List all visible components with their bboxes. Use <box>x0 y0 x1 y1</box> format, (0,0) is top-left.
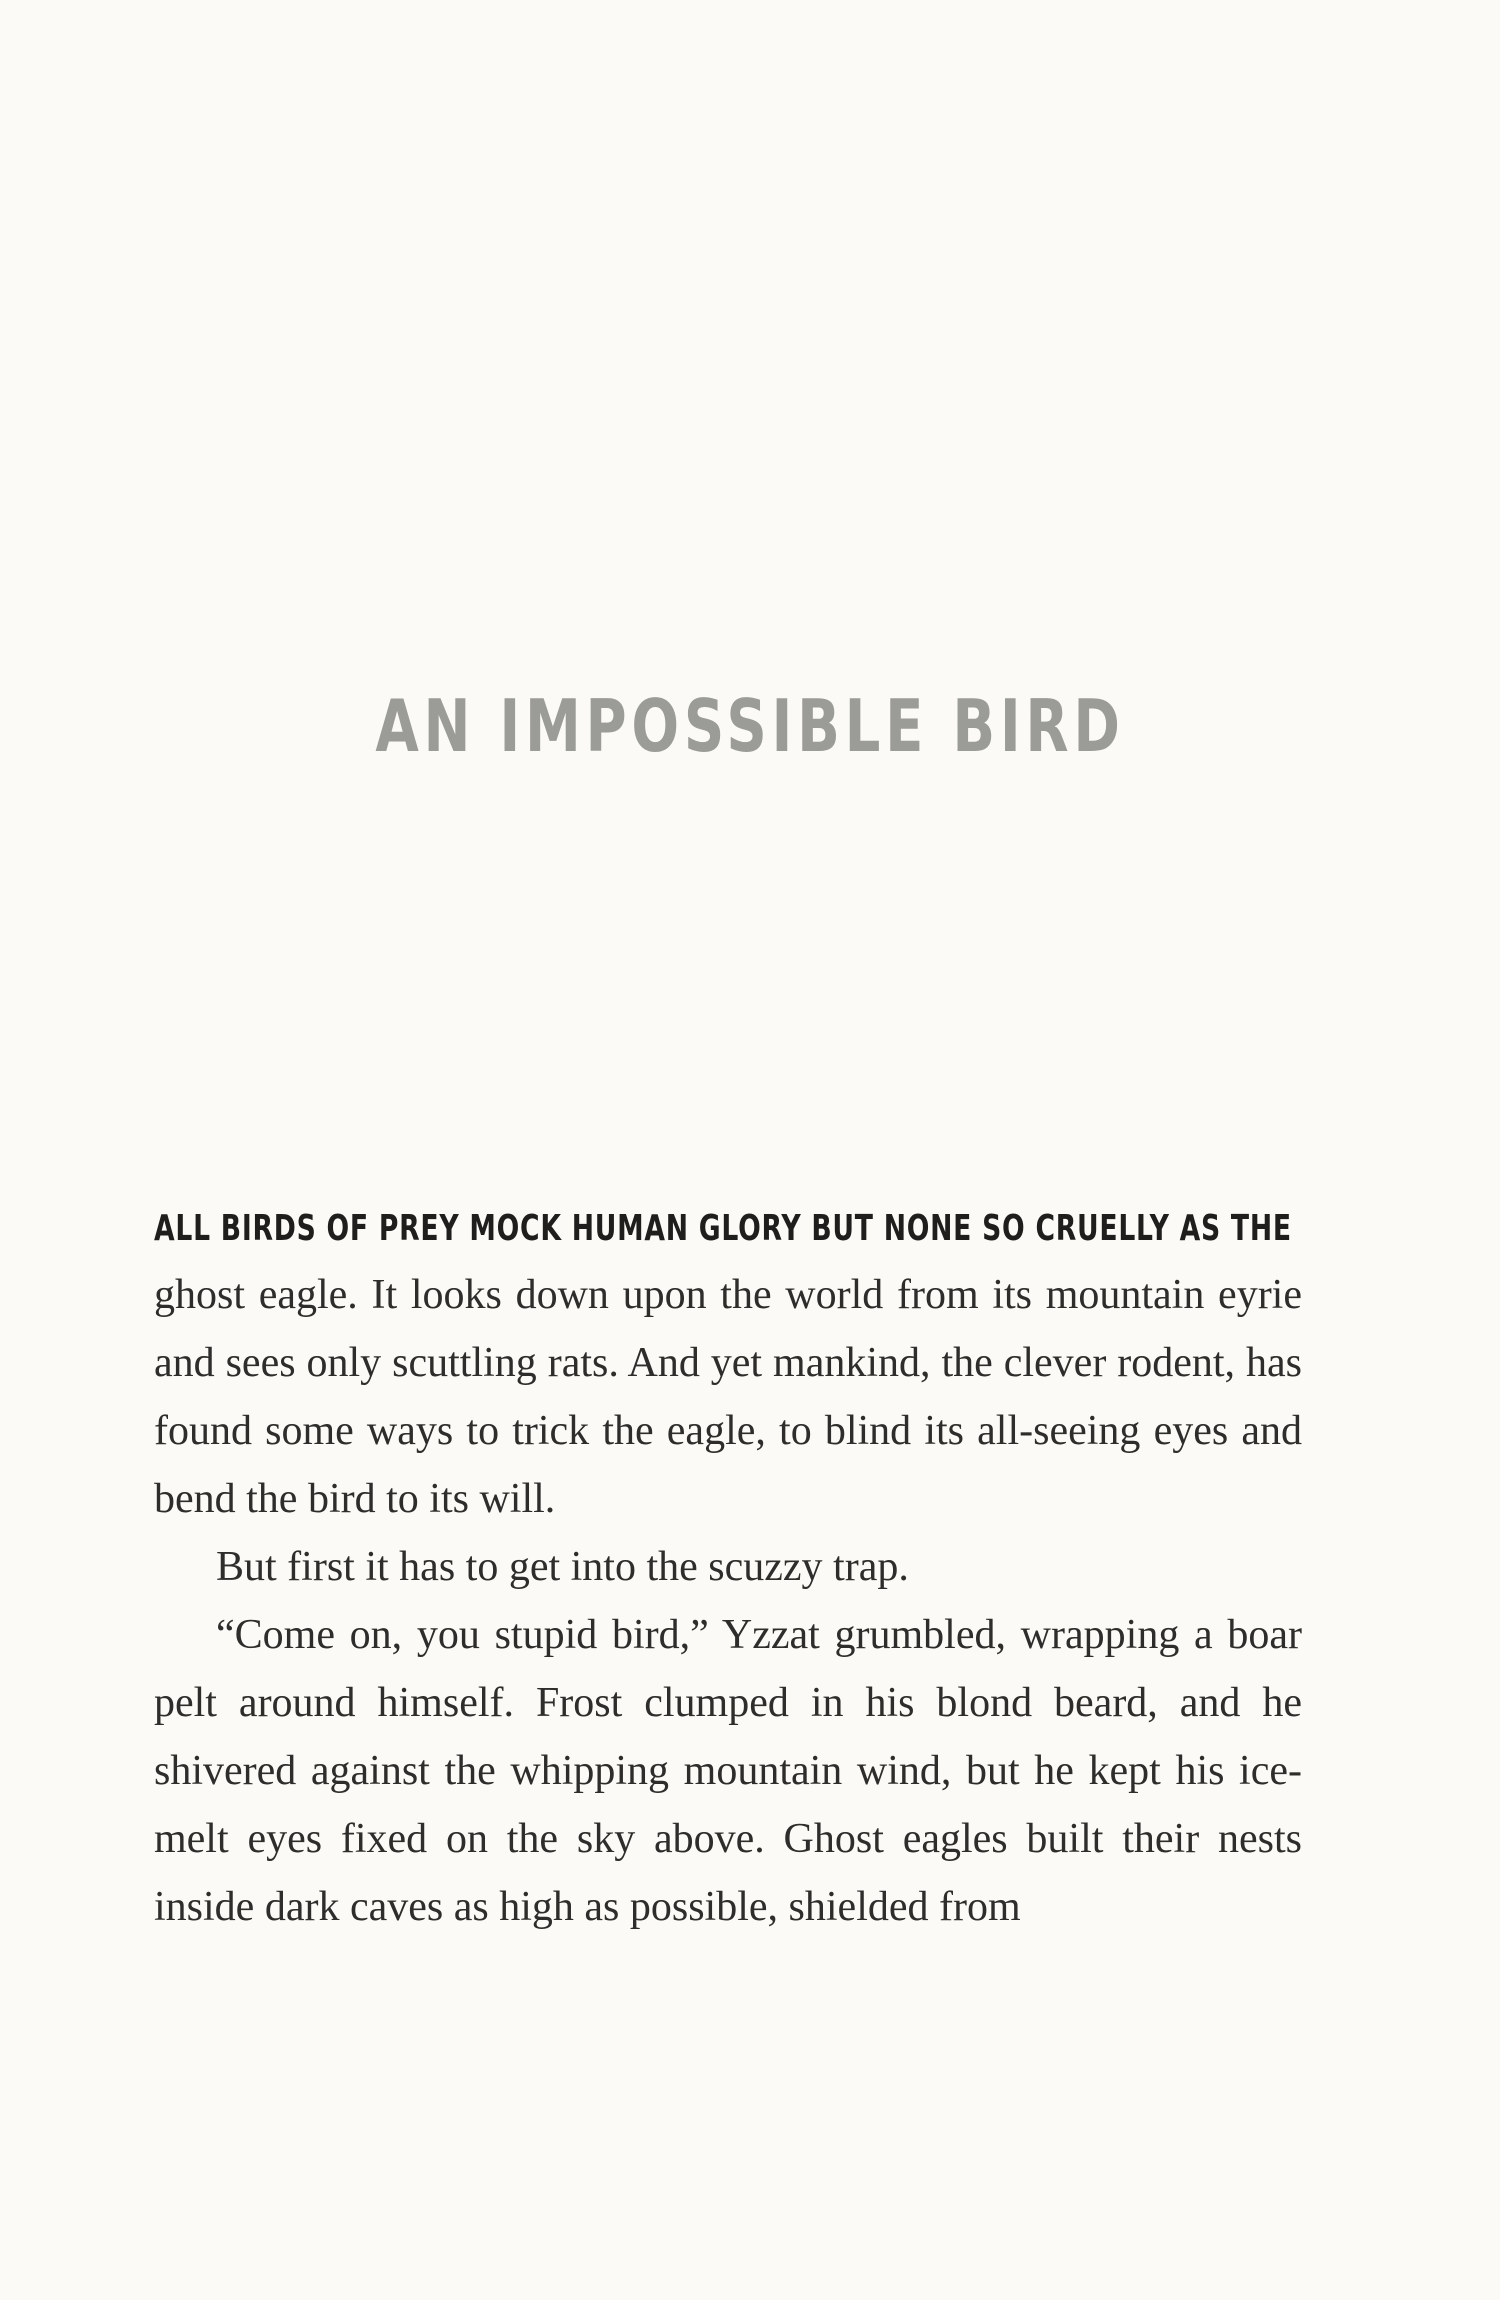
paragraph-1: ghost eagle. It looks down upon the world from its mountain eyrie and sees only scuttling rats. And yet mankind, the clever rodent, has found some ways to trick the eagle, to blind its all-seeing eyes and bend the bird to its will. <box>154 1272 1302 1522</box>
chapter-body <box>154 1193 1302 1941</box>
chapter-title: AN IMPOSSIBLE BIRD <box>375 684 1125 768</box>
opening-line-row <box>154 1193 1302 1261</box>
opening-small-caps-line: ALL BIRDS OF PREY MOCK HUMAN GLORY BUT NONE SO CRUELLY AS THE <box>154 1208 1292 1249</box>
paragraph-2: But first it has to get into the scuzzy trap. <box>216 1544 909 1590</box>
paragraph-3: “Come on, you stupid bird,” Yzzat grumbled, wrapping a boar pelt around himself. Frost clumped in his blond beard, and he shivered against the whipping mountain wind, but he kept his ice-melt eyes fixed on the sky above. Ghost eagles built their nests inside dark caves as high as possible, shielded from <box>154 1612 1302 1930</box>
